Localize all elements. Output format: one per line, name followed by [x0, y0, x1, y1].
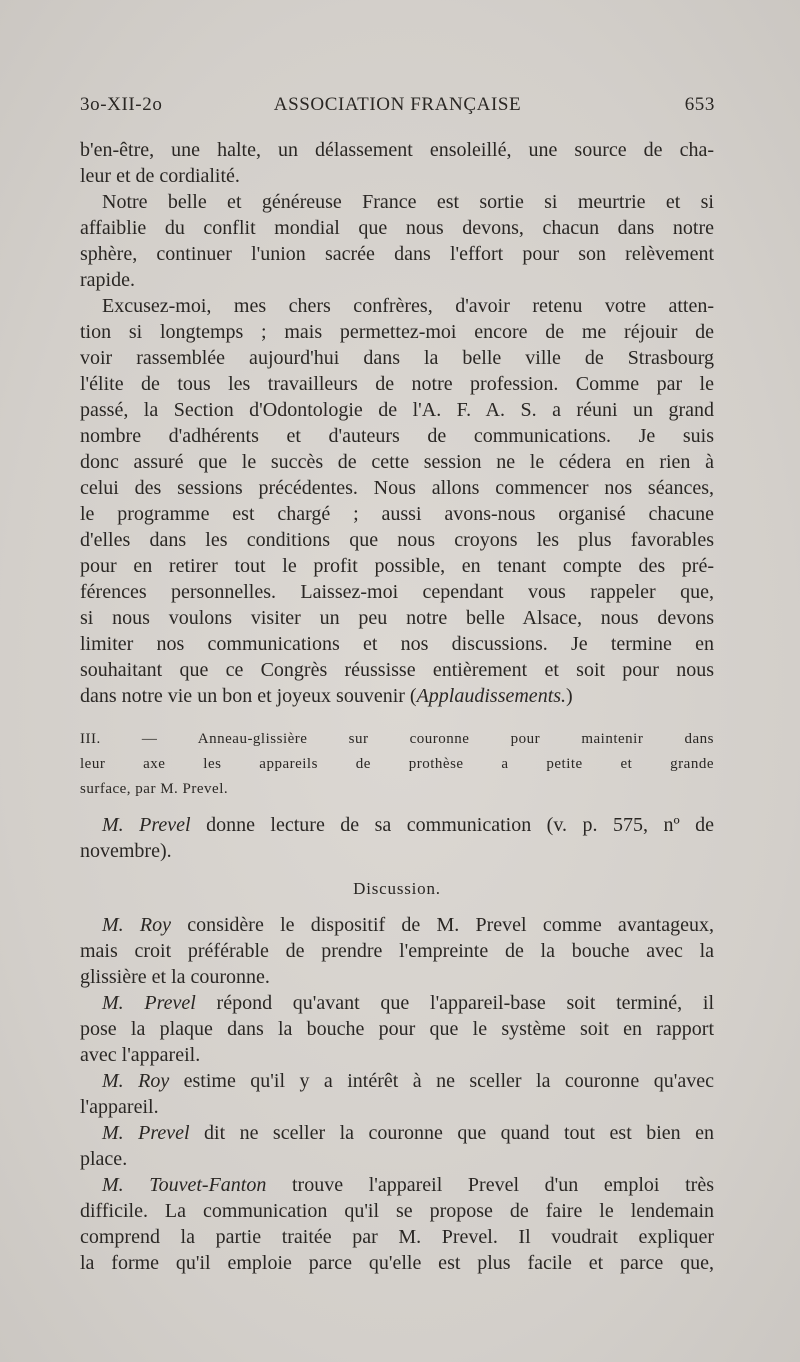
- text-fragment: ): [566, 685, 573, 707]
- text-line: le programme est chargé ; aussi avons-nous organisé chacune: [80, 503, 714, 525]
- header-date: 3o-XII-2o: [80, 94, 163, 115]
- text-line: difficile. La communication qu'il se propose de faire le lendemain: [80, 1200, 714, 1222]
- paragraph-2: [80, 189, 714, 293]
- text-line: [80, 1068, 714, 1094]
- text-line: place.: [80, 1148, 128, 1170]
- heading-line: leur axe les appareils de prothèse a petite et grande: [80, 756, 714, 772]
- text-line: voir rassemblée aujourd'hui dans la belle ville de Strasbourg: [80, 347, 714, 369]
- text-line: leur et de cordialité.: [80, 165, 240, 187]
- text-line: glissière et la couronne.: [80, 966, 270, 988]
- text-line: [80, 812, 714, 838]
- heading-line: surface, par M. Prevel.: [80, 781, 229, 797]
- text-fragment: dans notre vie un bon et joyeux souvenir (: [80, 685, 417, 707]
- page-body: [80, 137, 714, 1276]
- text-line: [80, 683, 714, 709]
- discussion-entry: [80, 1172, 714, 1276]
- text-line: souhaitant que ce Congrès réussisse entièrement et soit pour nous: [80, 659, 714, 681]
- text-line: mais croit préférable de prendre l'empreinte de la bouche avec la: [80, 940, 714, 962]
- discussion-title: Discussion.: [353, 879, 441, 898]
- text-line: Excusez-moi, mes chers confrères, d'avoir retenu votre atten-: [102, 295, 714, 317]
- text-line: novembre).: [80, 840, 172, 862]
- text-line: pour en retirer tout le profit possible, en tenant compte des pré-: [80, 555, 714, 577]
- paragraph-4: [80, 812, 714, 864]
- text-line: limiter nos communications et nos discussions. Je termine en: [80, 633, 714, 655]
- text-fragment: considère le dispositif de M. Prevel comme avantageux,: [170, 914, 714, 936]
- text-line: férences personnelles. Laissez-moi cependant vous rappeler que,: [80, 581, 714, 603]
- text-line: tion si longtemps ; mais permettez-moi encore de me réjouir de: [80, 321, 714, 343]
- speaker-name: M. Roy: [102, 1070, 170, 1092]
- page-number: 653: [684, 94, 715, 115]
- paragraph-3: [80, 293, 714, 709]
- text-line: affaiblie du conflit mondial que nous devons, chacun dans notre: [80, 217, 714, 239]
- speaker-name: M. Touvet-Fanton: [102, 1174, 267, 1196]
- applause-note: Applaudissements.: [416, 685, 567, 707]
- text-fragment: trouve l'appareil Prevel d'un emploi très: [266, 1174, 714, 1196]
- speaker-name: M. Prevel: [102, 1122, 190, 1144]
- text-line: l'appareil.: [80, 1096, 159, 1118]
- text-line: [80, 1172, 714, 1198]
- header-title: ASSOCIATION FRANÇAISE: [273, 94, 522, 115]
- text-line: avec l'appareil.: [80, 1044, 201, 1066]
- text-line: l'élite de tous les travailleurs de notre profession. Comme par le: [80, 373, 714, 395]
- text-line: la forme qu'il emploie parce qu'elle est plus facile et parce que,: [80, 1252, 714, 1274]
- text-line: si nous voulons visiter un peu notre belle Alsace, nous devons: [80, 607, 714, 629]
- section-heading: [80, 727, 714, 802]
- text-fragment: donne lecture de sa communication (v. p. 575, nº de: [190, 814, 714, 836]
- text-line: Notre belle et généreuse France est sortie si meurtrie et si: [102, 191, 714, 213]
- text-line: [80, 1120, 714, 1146]
- text-line: d'elles dans les conditions que nous croyons les plus favorables: [80, 529, 714, 551]
- text-line: [80, 912, 714, 938]
- discussion-entry: [80, 1068, 714, 1120]
- text-fragment: répond qu'avant que l'appareil-base soit terminé, il: [195, 992, 714, 1014]
- speaker-name: M. Roy: [102, 914, 171, 936]
- running-head: [80, 94, 715, 124]
- text-line: sphère, continuer l'union sacrée dans l'effort pour son relèvement: [80, 243, 714, 265]
- paragraph-1: [80, 137, 714, 189]
- text-line: [80, 990, 714, 1016]
- text-line: rapide.: [80, 269, 135, 291]
- text-line: nombre d'adhérents et d'auteurs de communications. Je suis: [80, 425, 714, 447]
- text-line: donc assuré que le succès de cette session ne le cédera en rien à: [80, 451, 714, 473]
- speaker-name: M. Prevel: [102, 992, 196, 1014]
- text-line: celui des sessions précédentes. Nous allons commencer nos séances,: [80, 477, 714, 499]
- heading-line: III. — Anneau-glissière sur couronne pour maintenir dans: [80, 731, 714, 747]
- discussion-entry: [80, 990, 714, 1068]
- discussion-entry: [80, 912, 714, 990]
- text-fragment: dit ne sceller la couronne que quand tout est bien en: [189, 1122, 714, 1144]
- text-line: comprend la partie traitée par M. Prevel. Il voudrait expliquer: [80, 1226, 714, 1248]
- text-line: passé, la Section d'Odontologie de l'A. F. A. S. a réuni un grand: [80, 399, 714, 421]
- text-line: b'en-être, une halte, un délassement ensoleillé, une source de cha-: [80, 139, 714, 161]
- text-line: pose la plaque dans la bouche pour que le système soit en rapport: [80, 1018, 714, 1040]
- text-fragment: estime qu'il y a intérêt à ne sceller la couronne qu'avec: [169, 1070, 714, 1092]
- speaker-name: M. Prevel: [102, 814, 191, 836]
- discussion-entry: [80, 1120, 714, 1172]
